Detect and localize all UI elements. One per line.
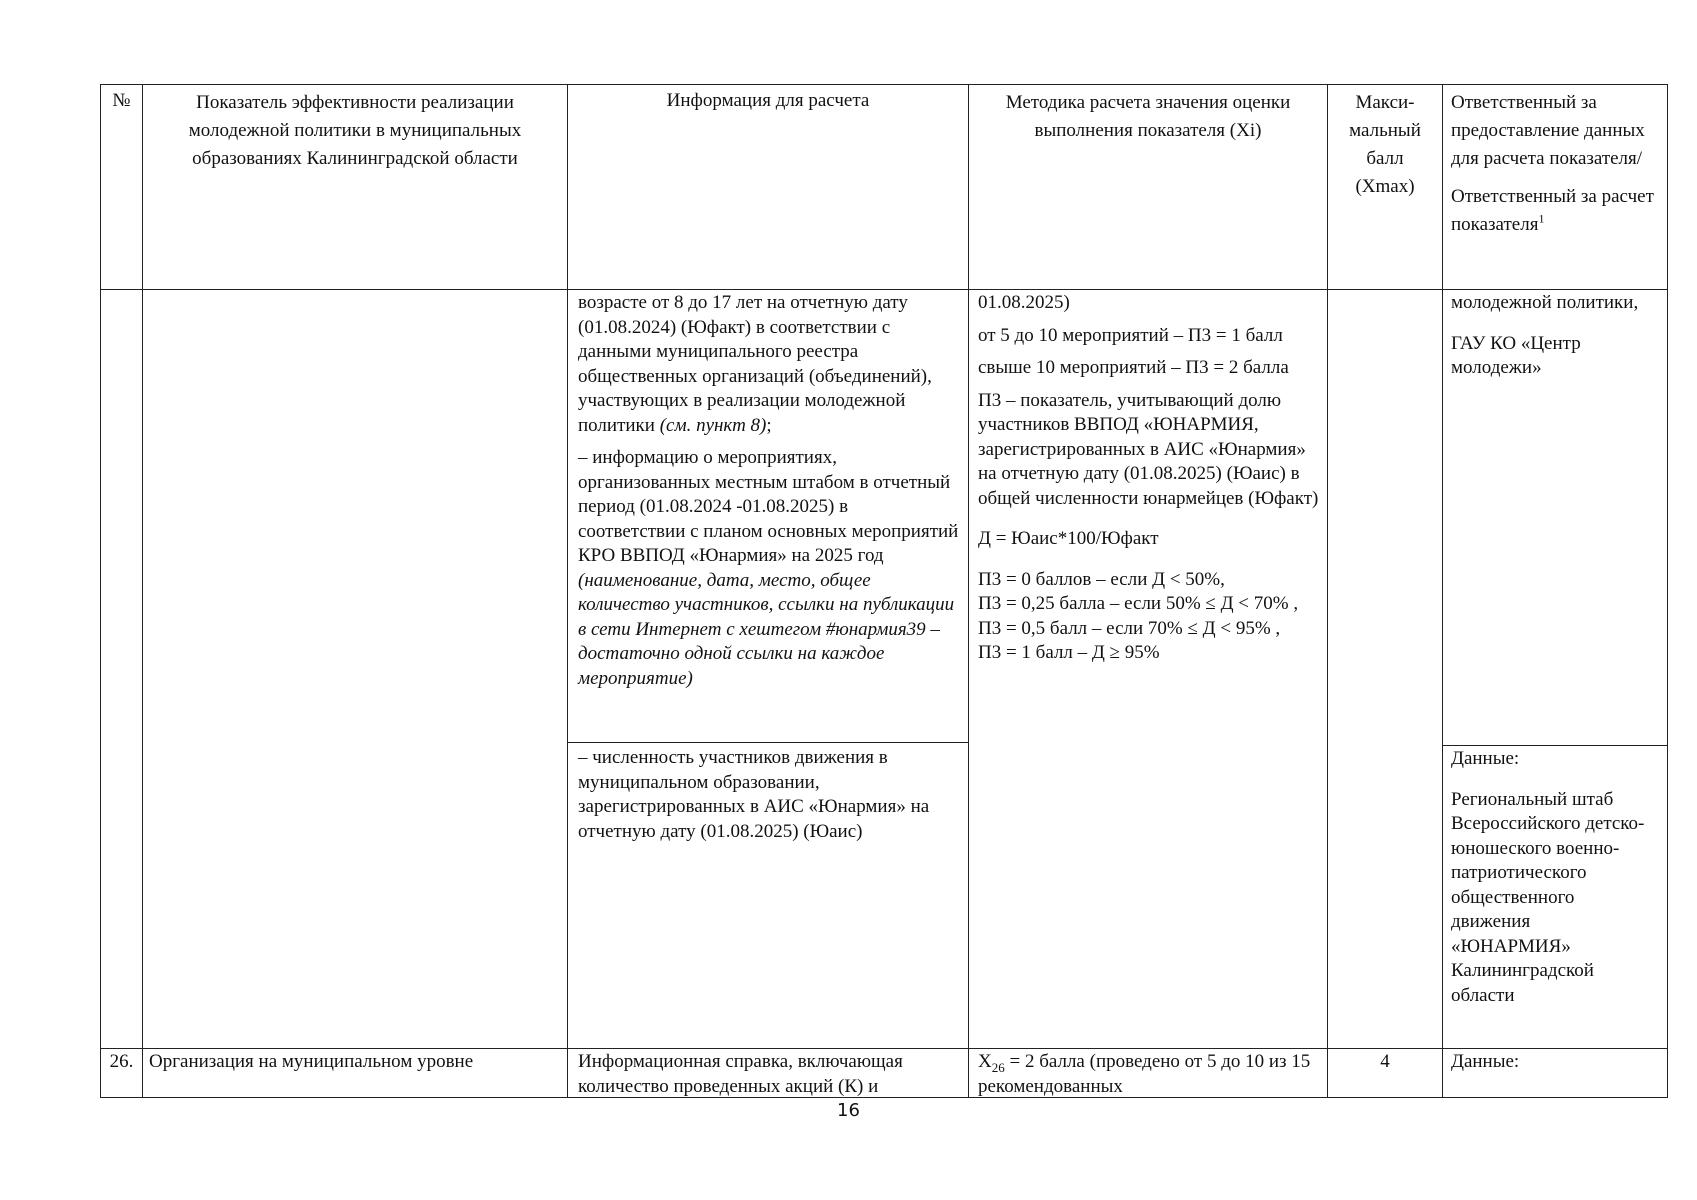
header-info: Информация для расчета [666,90,870,111]
method-cell-continued: 01.08.2025) от 5 до 10 мероприятий – П3 = 1 балл свыше 10 мероприятий – П3 = 2 балла П3 – показатель, учитывающий долю участников ВВПОД «ЮНАРМИЯ, зарегистрированных в АИС «Юнармия» на отчетную дату (01.08.2025) (Юаис) в общей численности юнармейцев (Юфакт) Д = Юаис*100/Юфакт П3 = 0 баллов – если Д < 50%, П3 = 0,25 балла – если 50% ≤ Д < 70% , П3 = 0,5 балл – если 70% ≤ Д < 95% , П3 = 1 балл – Д ≥ 95% [978,292,1319,663]
row-divider [101,1048,1667,1049]
info-cell-continued: возрасте от 8 до 17 лет на отчетную дату (01.08.2024) (Юфакт) в соответствии с данными муниципального реестра общественных организаций (объединений), участвующих в реализации молодежной политики (см. пункт 8); – информацию о мероприятиях, организованных местным штабом в отчетный период (01.08.2024 -01.08.2025) в соответствии с планом основных мероприятий КРО ВВПОД «Юнармия» на 2025 год (наименование, дата, место, общее количество участников, ссылки на публикации в сети Интернет с хештегом #юнармия39 – достаточно одной ссылки на каждое мероприятие) [578,292,959,689]
row26-info: Информационная справка, включающая количество проведенных акций (К) и [578,1051,903,1097]
info-cell-yuais: – численность участников движения в муниципальном образовании, зарегистрированных в АИС «Юнармия» на отчетную дату (01.08.2025) (Юаис) [578,747,930,842]
row-divider-info [567,742,968,743]
row26-method: $X_{26} = 2$ балла (проведено от 5 до 10 из 15 рекомендованных [978,1051,1311,1097]
row26-responsible: Данные: [1451,1051,1520,1072]
header-responsible: Ответственный за предоставление данных для расчета показателя/ Ответственный за расчет показателя$^1$ [1451,92,1654,235]
col-divider [968,85,969,1097]
page-number: 16 [837,1100,860,1121]
indicator-table [100,84,1668,1098]
col-divider [142,85,143,1097]
header-method: Методика расчета значения оценки выполнения показателя (Xi) [1005,92,1291,141]
header-max-score: Макси- мальный балл (Xmax) [1349,92,1421,197]
row26-max-score: 4 [1380,1051,1390,1072]
col-divider [567,85,568,1097]
row26-indicator: Организация на муниципальном уровне [149,1051,474,1072]
row-divider-resp [1442,745,1667,746]
row26-num: 26. [109,1051,134,1072]
header-num: № [112,90,131,111]
col-divider [1327,85,1328,1097]
header-indicator: Показатель эффективности реализации молодежной политики в муниципальных образованиях Калининградской области [188,92,522,169]
row-divider [101,289,1667,290]
responsible-cell-continued: молодежной политики, ГАУ КО «Центр молодежи» [1451,292,1639,378]
col-divider [1442,85,1443,1097]
responsible-cell-data: Данные: Региональный штаб Всероссийского детско-юношеского военно-патриотического общественного движения «ЮНАРМИЯ» Калининградской области [1451,748,1645,1006]
